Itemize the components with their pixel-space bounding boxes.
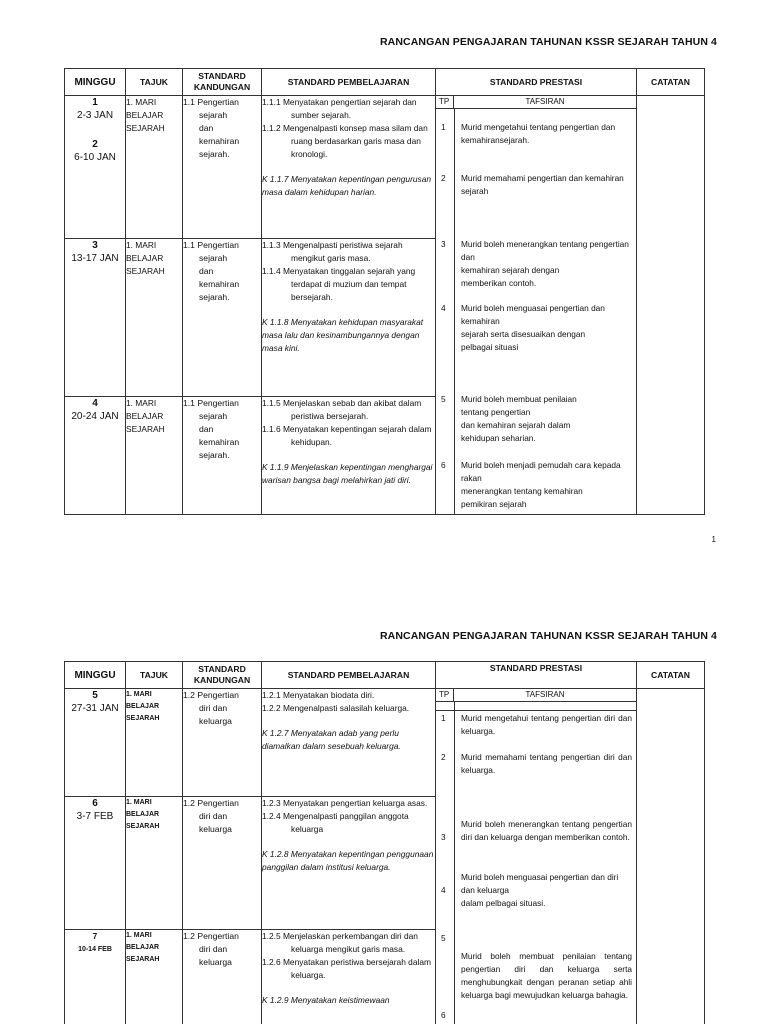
lesson-plan-table: [64, 68, 705, 515]
header-tajuk: TAJUK: [126, 662, 183, 689]
standard-pembelajaran-cell: 1.2.1 Menyatakan biodata diri. 1.2.2 Mengenalpasti salasilah keluarga. K 1.2.7 Menyatakan adab yang perlu diamalkan dalam sesebuah keluarga.: [262, 689, 436, 797]
header-minggu: MINGGU: [65, 662, 126, 689]
document-title: RANCANGAN PENGAJARAN TAHUNAN KSSR SEJARAH TAHUN 4: [379, 630, 717, 642]
week-cell: 5 27-31 JAN: [65, 689, 126, 797]
tajuk-cell: 1. MARI BELAJAR SEJARAH: [126, 239, 183, 396]
document-title: RANCANGAN PENGAJARAN TAHUNAN KSSR SEJARAH TAHUN 4: [379, 36, 717, 48]
standard-kandungan-cell: 1.2 Pengertian diri dan keluarga: [183, 929, 262, 1024]
standard-pembelajaran-cell: 1.1.5 Menjelaskan sebab dan akibat dalam peristiwa bersejarah. 1.1.6 Menyatakan kepentingan sejarah dalam kehidupan. K 1.1.9 Menjelaskan kepentingan menghargai warisan bangsa bagi melahirkan jati diri.: [262, 396, 436, 514]
standard-kandungan-cell: 1.1 Pengertian sejarah dan kemahiran sejarah.: [183, 96, 262, 239]
header-catatan: CATATAN: [637, 69, 705, 96]
header-standard-pembelajaran: STANDARD PEMBELAJARAN: [262, 662, 436, 689]
header-catatan: CATATAN: [637, 662, 705, 689]
lesson-plan-table: [64, 661, 705, 1024]
standard-kandungan-cell: 1.2 Pengertian diri dan keluarga: [183, 689, 262, 797]
standard-kandungan-cell: 1.2 Pengertian diri dan keluarga: [183, 797, 262, 930]
page-2: [0, 595, 768, 1024]
week-cell: 6 3-7 FEB: [65, 797, 126, 930]
standard-kandungan-cell: 1.1 Pengertian sejarah dan kemahiran sejarah.: [183, 396, 262, 514]
standard-prestasi-cell: TP TAFSIRAN 1 Murid mengetahui tentang pengertian diri dan keluarga. 2 Murid memahami tentang pengertian diri dan keluarga. 3 Murid boleh menerangkan tentang pengertian diri dan keluarga dengan memberikan contoh. 4 Murid boleh menguasai pengertian dan diri dan keluarga dalam pelbagai situasi. 5 Murid boleh membuat penilaian tentang pengertian diri dan keluarga serta menghubungkait dengan peranan setiap ahli keluarga bagi mewujudkan keluarga bahagia. 6: [436, 689, 637, 1024]
prestasi-subheader: TP TAFSIRAN: [436, 689, 636, 702]
week-cell: 7 10-14 FEB: [65, 929, 126, 1024]
standard-pembelajaran-cell: 1.1.3 Mengenalpasti peristiwa sejarah mengikut garis masa. 1.1.4 Menyatakan tinggalan sejarah yang terdapat di muzium dan tempat bersejarah. K 1.1.8 Menyatakan kehidupan masyarakat masa lalu dan kesinambungannya dengan masa kini.: [262, 239, 436, 396]
header-standard-kandungan: STANDARD KANDUNGAN: [183, 662, 262, 689]
header-standard-pembelajaran: STANDARD PEMBELAJARAN: [262, 69, 436, 96]
table-row: [65, 689, 705, 797]
week-cell: 3 13-17 JAN: [65, 239, 126, 396]
header-standard-prestasi: STANDARD PRESTASI: [436, 69, 637, 96]
header-standard-kandungan: STANDARD KANDUNGAN: [183, 69, 262, 96]
tajuk-cell: 1. MARI BELAJAR SEJARAH: [126, 396, 183, 514]
standard-pembelajaran-cell: 1.2.3 Menyatakan pengertian keluarga asas. 1.2.4 Mengenalpasti panggilan anggota keluarga K 1.2.8 Menyatakan kepentingan penggunaan panggilan dalam institusi keluarga.: [262, 797, 436, 930]
tajuk-cell: 1. MARI BELAJAR SEJARAH: [126, 797, 183, 930]
header-standard-prestasi: STANDARD PRESTASI: [436, 662, 637, 689]
header-tajuk: TAJUK: [126, 69, 183, 96]
prestasi-subheader: TP TAFSIRAN: [436, 96, 636, 109]
week-cell: 4 20-24 JAN: [65, 396, 126, 514]
standard-pembelajaran-cell: 1.2.5 Menjelaskan perkembangan diri dan keluarga mengikut garis masa. 1.2.6 Menyatakan peristiwa bersejarah dalam keluarga. K 1.2.9 Menyatakan keistimewaan: [262, 929, 436, 1024]
standard-kandungan-cell: 1.1 Pengertian sejarah dan kemahiran sejarah.: [183, 239, 262, 396]
catatan-cell: [637, 96, 705, 515]
table-row: [65, 96, 705, 239]
tajuk-cell: 1. MARI BELAJAR SEJARAH: [126, 689, 183, 797]
tajuk-cell: 1. MARI BELAJAR SEJARAH: [126, 96, 183, 239]
week-cell: 1 2-3 JAN 2 6-10 JAN: [65, 96, 126, 239]
tajuk-cell: 1. MARI BELAJAR SEJARAH: [126, 929, 183, 1024]
standard-pembelajaran-cell: 1.1.1 Menyatakan pengertian sejarah dan sumber sejarah. 1.1.2 Mengenalpasti konsep masa silam dan ruang berdasarkan garis masa dan kronologi. K 1.1.7 Menyatakan kepentingan pengurusan masa dalam kehidupan harian.: [262, 96, 436, 239]
page-number: 1: [711, 535, 716, 544]
table-header-row: [65, 662, 705, 689]
catatan-cell: [637, 689, 705, 1024]
standard-prestasi-cell: TP TAFSIRAN 1 Murid mengetahui tentang pengertian dan kemahiransejarah. 2 Murid memahami pengertian dan kemahiran sejarah 3 Murid boleh menerangkan tentang pengertian dan kemahiran sejarah dengan memberikan contoh. 4 Murid boleh menguasai pengertian dan kemahiran sejarah serta disesuaikan dengan pelbagai situasi 5 Murid boleh membuat penilaian tentang pengertian dan kemahiran sejarah dalam kehidupan seharian. 6 Murid boleh menjadi pemudah cara kepada rakan menerangkan tentang kemahiran pemikiran sejarah: [436, 96, 637, 515]
table-header-row: [65, 69, 705, 96]
header-minggu: MINGGU: [65, 69, 126, 96]
